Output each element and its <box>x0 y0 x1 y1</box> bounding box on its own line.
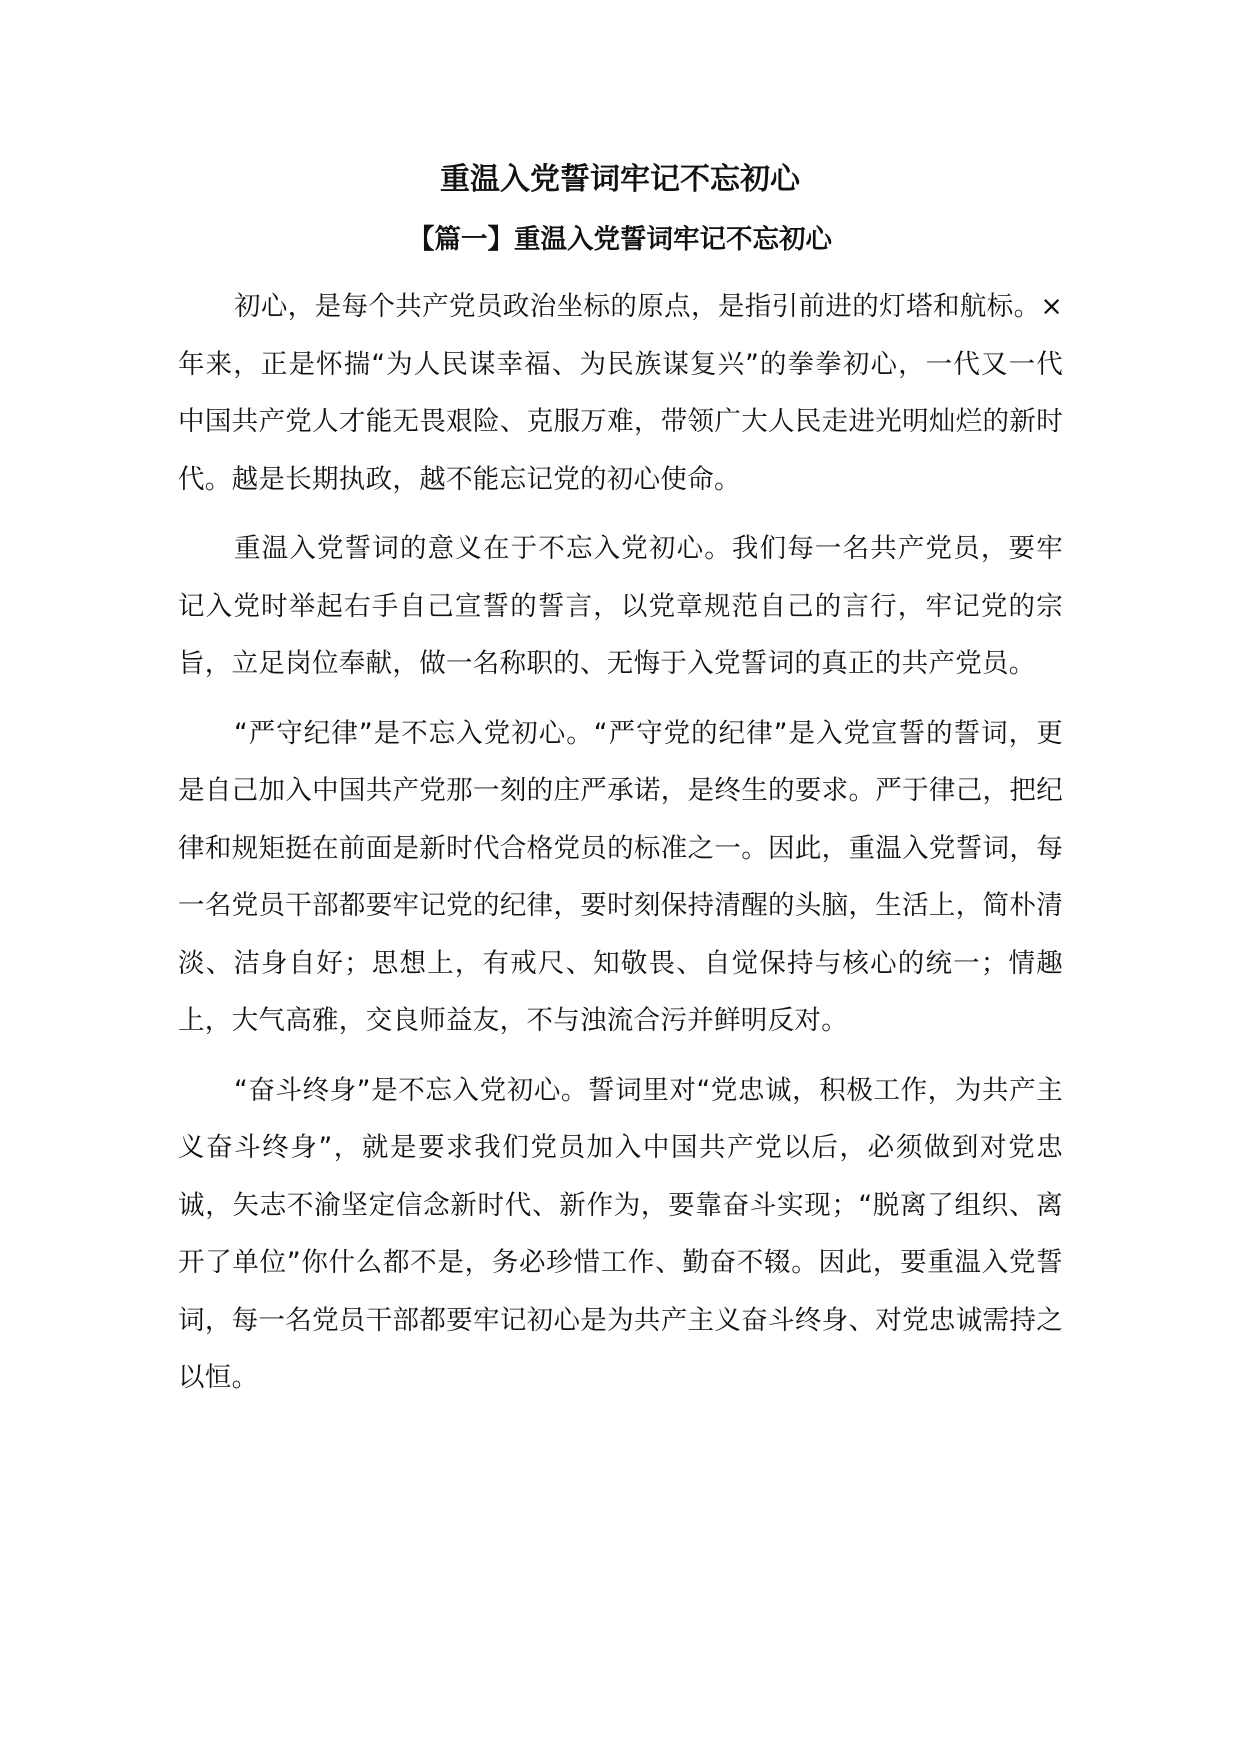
paragraph-3: “严守纪律”是不忘入党初心。“严守党的纪律”是入党宣誓的誓词，更是自己加入中国共产党那一刻的庄严承诺，是终生的要求。严于律己，把纪律和规矩挺在前面是新时代合格党员的标准之一。因此，重温入党誓词，每一名党员干部都要牢记党的纪律，要时刻保持清醒的头脑，生活上，简朴清淡、洁身自好；思想上，有戒尺、知敬畏、自觉保持与核心的统一；情趣上，大气高雅，交良师益友，不与浊流合污并鲜明反对。 <box>178 717 1063 1036</box>
document-subtitle: 【篇一】重温入党誓词牢记不忘初心 <box>408 224 832 255</box>
document-title: 重温入党誓词牢记不忘初心 <box>440 162 800 197</box>
paragraph-4: “奋斗终身”是不忘入党初心。誓词里对“党忠诚，积极工作，为共产主义奋斗终身”，就是要求我们党员加入中国共产党以后，必须做到对党忠诚，矢志不渝坚定信念新时代、新作为，要靠奋斗实现；“脱离了组织、离开了单位”你什么都不是，务必珍惜工作、勤奋不辍。因此，要重温入党誓词，每一名党员干部都要牢记初心是为共产主义奋斗终身、对党忠诚需持之以恒。 <box>178 1074 1063 1393</box>
paragraph-2: 重温入党誓词的意义在于不忘入党初心。我们每一名共产党员，要牢记入党时举起右手自己宣誓的誓言，以党章规范自己的言行，牢记党的宗旨，立足岗位奉献，做一名称职的、无悔于入党誓词的真正的共产党员。 <box>178 533 1063 679</box>
document-body <box>178 278 1063 1419</box>
paragraph-1: 初心，是每个共产党员政治坐标的原点，是指引前进的灯塔和航标。×年来，正是怀揣“为人民谋幸福、为民族谋复兴”的拳拳初心，一代又一代中国共产党人才能无畏艰险、克服万难，带领广大人民走进光明灿烂的新时代。越是长期执政，越不能忘记党的初心使命。 <box>178 291 1063 495</box>
